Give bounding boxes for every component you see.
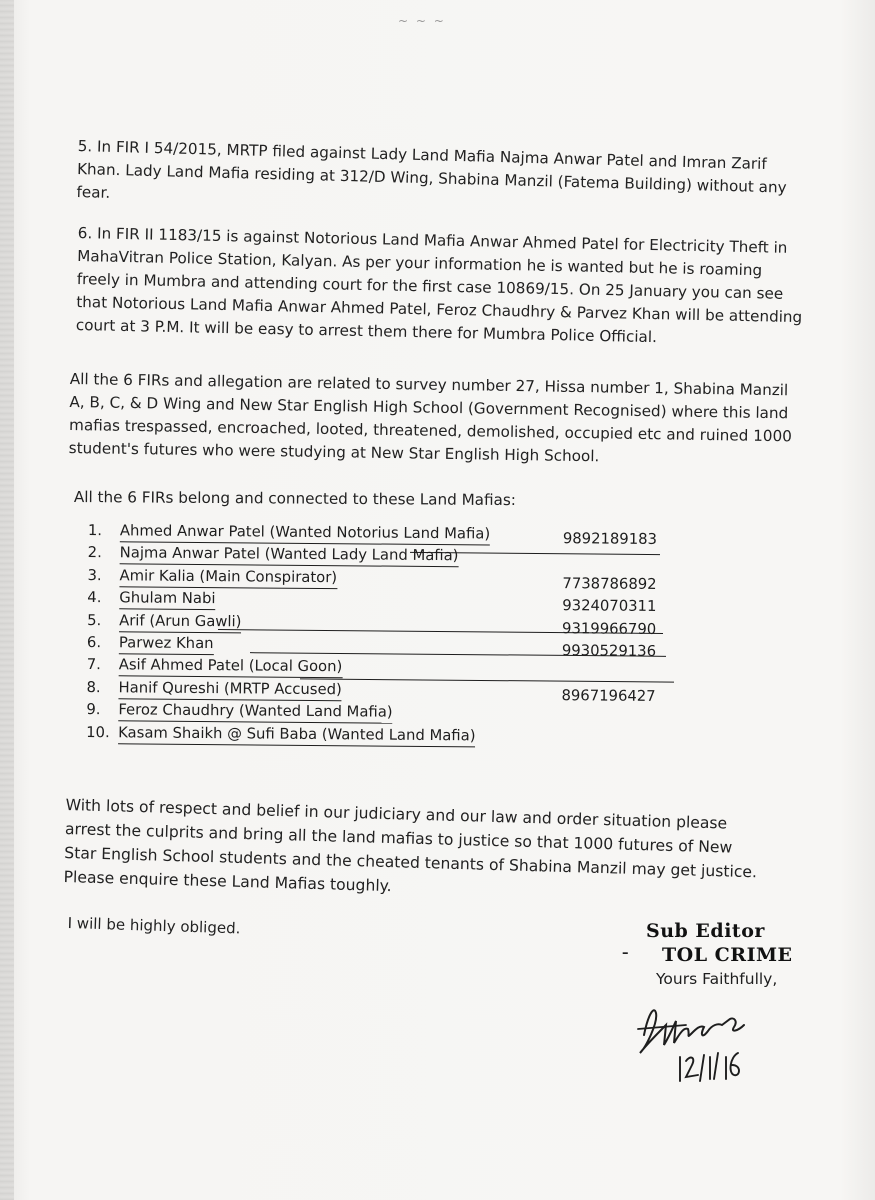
item-phone: 8967196427 [561,686,656,705]
item-number: 3. [87,566,102,584]
item-name: Parwez Khan [119,633,214,655]
item-number: 2. [87,544,102,562]
item-name: Asif Ahmed Patel (Local Goon) [119,656,343,679]
paragraph-list-intro: All the 6 FIRs belong and connected to these Land Mafias: [73,487,516,510]
header-mark: ~ ~ ~ [398,14,446,28]
item-name: Feroz Chaudhry (Wanted Land Mafia) [118,700,392,723]
stamp-mark: – [622,946,629,961]
stamp-publication: TOL CRIME [662,944,793,966]
stamp-title: Sub Editor [646,920,765,942]
land-mafia-list [86,521,678,750]
paragraph-allegations: All the 6 FIRs and allegation are related to survey number 27, Hissa number 1, Shabina Manzil A, B, C, & D Wing and New Star English High School (Government Recognised) where this land mafias trespassed, encroached, looted, threatened, demolished, occupied etc and ruined 1000 student's futures who were studying at New Star English High School. [68,369,793,466]
paragraph-closing: I will be highly obliged. [67,913,241,938]
item-number: 1. [87,521,103,540]
item-number: 5. [87,611,102,629]
item-number: 8. [86,678,101,696]
item-number: 4. [87,589,102,607]
item-name: Hanif Qureshi (MRTP Accused) [118,678,341,701]
item-number: 6. [86,633,102,652]
item-name: Arif (Arun Gawli) [119,611,241,633]
item-name: Najma Anwar Patel (Wanted Lady Land Mafia) [120,544,459,568]
item-name: Kasam Shaikh @ Sufi Baba (Wanted Land Mafia) [118,723,476,747]
list-item [86,723,676,751]
item-phone: 9319966790 [562,619,657,638]
item-phone: 9324070311 [562,597,657,616]
signature-icon [626,995,786,1085]
signature-date [680,1053,739,1081]
item-name: Amir Kalia (Main Conspirator) [119,566,337,589]
item-phone: 9930529136 [561,642,657,660]
scan-edge [0,0,14,1200]
item-number: 9. [86,701,101,719]
paragraph-request: With lots of respect and belief in our judiciary and our law and order situation please arrest the culprits and bring all the land mafias to justice so that 1000 futures of New Star English School students and the cheated tenants of Shabina Manzil may get justice. Please enquire these Land Mafias toughly. [63,795,758,896]
editor-stamp [622,920,856,966]
item-name: Ghulam Nabi [119,588,215,610]
item-number: 10. [86,723,110,741]
closing-salutation: Yours Faithfully, [656,970,778,988]
item-phone: 7738786892 [562,574,657,593]
item-number: 7. [86,656,101,674]
item-name: Ahmed Anwar Patel (Wanted Notorius Land Mafia) [120,521,490,545]
paragraph-fir-5: 5. In FIR I 54/2015, MRTP filed against Lady Land Mafia Najma Anwar Patel and Imran Zarif Khan. Lady Land Mafia residing at 312/D Wing, Shabina Manzil (Fatema Building) without any fear. [76,136,787,202]
item-phone: 9892189183 [562,530,658,548]
paragraph-fir-6: 6. In FIR II 1183/15 is against Notorious Land Mafia Anwar Ahmed Patel for Electricity Theft in MahaVitran Police Station, Kalyan. As per your information he is wanted but he is roaming freely in Mumbra and attending court for the first case 10869/15. On 25 January you can see that Notorious Land Mafia Anwar Ahmed Patel, Feroz Chaudhry & Parvez Khan will be attending court at 3 P.M. It will be easy to arrest them there for Mumbra Police Official. [75,223,803,347]
